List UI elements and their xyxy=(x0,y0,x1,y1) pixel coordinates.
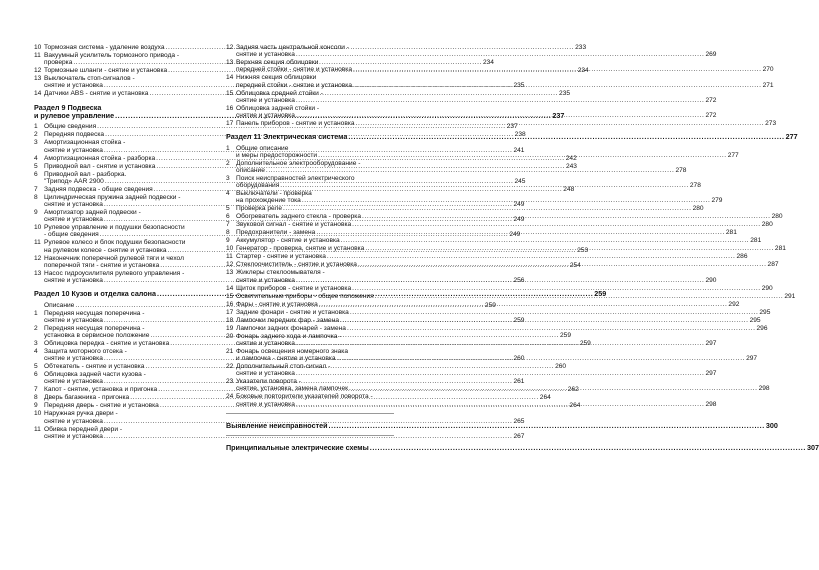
entry-page: 267 xyxy=(513,432,525,440)
dot-leader xyxy=(319,301,728,308)
entry-title: Общие сведения xyxy=(44,123,97,131)
entry-title: Стартер - снятие и установка xyxy=(236,253,326,261)
entry-number: 12 xyxy=(226,44,234,51)
entry-number: 12 xyxy=(226,261,234,269)
entry-number: 10 xyxy=(226,245,234,253)
entry-page: 259 xyxy=(513,316,525,324)
entry-title: Проверка реле xyxy=(236,205,282,213)
entry-page: 272 xyxy=(705,112,717,120)
entry-title: Передняя дверь - снятие и установка xyxy=(44,402,159,410)
divider xyxy=(226,413,394,414)
entry-number: 9 xyxy=(34,402,38,410)
entry-number: 22 xyxy=(226,363,234,371)
dot-leader xyxy=(353,82,762,89)
entry-number: 2 xyxy=(226,159,230,167)
entry-number: 16 xyxy=(226,300,234,308)
dot-leader xyxy=(350,309,759,316)
entry-title: Верхняя секция облицовки xyxy=(236,59,319,67)
dot-leader xyxy=(362,213,771,220)
entry-body xyxy=(236,221,773,229)
entry-title: Капот - снятие, установка и пригонка xyxy=(44,386,158,394)
dot-leader xyxy=(327,253,736,260)
entry-page: 295 xyxy=(759,308,771,316)
entry-number: 15 xyxy=(226,292,234,300)
entry-page: 280 xyxy=(771,213,783,221)
entry-title: Фонарь освещения номерного знака xyxy=(236,347,349,355)
entry-title: передней стойки - снятие и установка xyxy=(236,81,352,89)
entry-page: 278 xyxy=(689,182,701,190)
entry-title: Тормозная система - удаление воздуха xyxy=(44,44,165,51)
entry-title: Приводной вал - разборка. xyxy=(44,170,127,178)
entry-number: 11 xyxy=(34,425,41,433)
entry-title: снятие и установка xyxy=(44,82,103,90)
entry-number: 1 xyxy=(34,123,38,131)
dot-leader xyxy=(296,401,705,408)
entry-page: 254 xyxy=(569,261,581,269)
toc-entry[interactable] xyxy=(226,221,773,229)
entry-number: 8 xyxy=(34,193,38,201)
entry-title: Передняя подвеска xyxy=(44,131,105,139)
entry-page: 259 xyxy=(579,340,591,348)
entry-page: 262 xyxy=(567,386,579,394)
entry-title: Щиток приборов - снятие и установка xyxy=(236,284,352,292)
entry-number: 11 xyxy=(226,253,233,261)
entry-title: проверка xyxy=(44,59,73,67)
dot-leader xyxy=(296,277,705,284)
divider xyxy=(226,435,394,436)
entry-page: 281 xyxy=(774,245,786,253)
entry-number: 7 xyxy=(226,221,230,229)
entry-number: 6 xyxy=(226,213,230,221)
entry-page: 233 xyxy=(575,44,587,51)
entry-title: Облицовка передка - снятие и установка xyxy=(44,340,170,348)
entry-page: 298 xyxy=(758,385,770,393)
entry-page: 234 xyxy=(577,67,589,75)
entry-title: поперечной тяги - снятие и установка xyxy=(44,261,160,269)
entry-number: 10 xyxy=(34,410,42,418)
entry-number: 8 xyxy=(226,229,230,237)
entry-number: 4 xyxy=(226,190,230,198)
entry-page: 297 xyxy=(705,339,717,347)
entry-page: 291 xyxy=(784,292,796,300)
dot-leader xyxy=(340,317,749,324)
entry-page: 297 xyxy=(705,370,717,378)
entry-body xyxy=(236,284,773,292)
entry-number: 14 xyxy=(226,284,234,292)
entry-page: 245 xyxy=(514,177,526,185)
dot-leader xyxy=(283,205,692,212)
toc-entry[interactable] xyxy=(226,237,762,245)
entry-page: 235 xyxy=(559,90,571,98)
entry-title: Облицовка задней части кузова - xyxy=(44,371,146,379)
entry-title: Амортизационная стойка - xyxy=(44,139,126,147)
entry-title: Дверь багажника - пригонка xyxy=(44,394,130,402)
dot-leader xyxy=(375,293,784,300)
entry-page: 249 xyxy=(513,201,525,209)
entry-page: 277 xyxy=(727,151,739,159)
entry-number: 3 xyxy=(34,340,38,348)
entry-title: снятие и установка xyxy=(44,146,103,154)
entry-number: 4 xyxy=(34,154,38,162)
entry-page: 261 xyxy=(513,378,525,386)
entry-number: 10 xyxy=(34,224,42,232)
entry-number: 13 xyxy=(226,269,234,277)
dot-leader xyxy=(316,229,725,239)
entry-title: Указатели поворота - xyxy=(236,378,301,386)
entry-title: Обтекатель - снятие и установка xyxy=(44,363,145,371)
section-page: 277 xyxy=(785,132,798,142)
entry-title: Амортизатор задней подвески - xyxy=(44,209,141,217)
entry-title: и меры предосторожности xyxy=(236,151,318,159)
dot-leader xyxy=(266,167,675,174)
entry-title: Панель приборов - снятие и установка xyxy=(236,120,355,128)
entry-page: 260 xyxy=(555,363,567,371)
entry-title: Рулевое колесо и блок подушки безопасности xyxy=(44,239,186,247)
entry-title: Задняя часть центральной консоли - xyxy=(236,44,349,51)
entry-title: снятие и установка xyxy=(44,216,103,224)
entry-number: 21 xyxy=(226,347,234,355)
entry-page: 234 xyxy=(482,59,494,67)
entry-page: 281 xyxy=(750,237,762,245)
entry-page: 235 xyxy=(513,82,525,90)
toc-entry[interactable] xyxy=(226,284,773,292)
entry-body xyxy=(236,237,762,245)
entry-number: 20 xyxy=(226,332,234,340)
entry-title: Общие описание xyxy=(236,144,289,152)
entry-title: установка в сервисное положение xyxy=(44,332,150,340)
entry-number: 10 xyxy=(34,44,42,51)
entry-page: 264 xyxy=(539,394,551,402)
toc-entry[interactable] xyxy=(226,308,771,316)
entry-page: 292 xyxy=(728,300,740,308)
entry-page: 237 xyxy=(506,123,518,131)
entry-title: Выключатель стоп-сигналов - xyxy=(44,75,135,83)
section-title: Раздел 10 Кузов и отделка салона xyxy=(34,289,157,299)
entry-number: 13 xyxy=(226,59,234,67)
entry-number: 16 xyxy=(226,104,234,112)
entry-page: 295 xyxy=(749,316,761,324)
entry-page: 307 xyxy=(807,443,819,453)
entry-title: Наружная ручка двери - xyxy=(44,410,118,418)
entry-page: 287 xyxy=(767,261,779,269)
entry-title: Передняя несущая поперечина - xyxy=(44,324,145,332)
entry-title: Фонарь заднего хода и лампочка - xyxy=(236,332,342,340)
entry-body xyxy=(236,308,771,316)
section-title: и рулевое управление xyxy=(34,111,115,121)
entry-title: Рулевое управление и подушки безопасности xyxy=(44,224,185,232)
entry-title: Вакуумный усилитель тормозного привода - xyxy=(44,52,180,59)
entry-title: Защита моторного отсека - xyxy=(44,348,127,356)
entry-body xyxy=(236,253,748,261)
entry-page: 281 xyxy=(725,229,737,237)
entry-page: 279 xyxy=(711,197,723,205)
wiring-diagrams-entry[interactable] xyxy=(226,443,819,453)
entry-title: Предохранители - замена xyxy=(236,229,316,237)
entry-number: 18 xyxy=(226,316,234,324)
entry-number: 12 xyxy=(34,254,42,262)
entry-title: Звуковой сигнал - снятие и установка xyxy=(236,221,352,229)
entry-page: 286 xyxy=(736,253,748,261)
entry-number: 14 xyxy=(226,74,234,82)
entry-title: Амортизационная стойка - разборка xyxy=(44,154,156,162)
entry-title: снятие и установка xyxy=(44,316,103,324)
entry-page: 273 xyxy=(765,120,777,128)
entry-page: 242 xyxy=(565,154,577,162)
entry-title: снятие и установка xyxy=(236,339,295,347)
entry-title: Лампочки задних фонарей - замена xyxy=(236,324,346,332)
dot-leader xyxy=(302,197,711,204)
entry-number: 11 xyxy=(34,239,41,247)
entry-page: 300 xyxy=(765,420,778,430)
entry-number: 13 xyxy=(34,269,42,277)
entry-title: Осветительные приборы - общее положения xyxy=(236,292,374,300)
entry-number: 3 xyxy=(34,139,38,147)
entry-number: 2 xyxy=(34,131,38,139)
entry-page: 249 xyxy=(513,216,525,224)
dot-leader xyxy=(349,385,758,392)
entry-title: Принципиальные электрические схемы xyxy=(226,443,369,453)
entry-number: 3 xyxy=(226,175,230,183)
entry-page: 270 xyxy=(762,66,774,74)
entry-page: 249 xyxy=(509,231,521,239)
entry-title: Аккумулятор - снятие и установка xyxy=(236,237,340,245)
dot-leader xyxy=(341,237,750,244)
entry-number: 5 xyxy=(34,363,38,371)
entry-title: снятие и установка xyxy=(44,355,103,363)
dot-leader xyxy=(347,325,756,332)
entry-title: Тормозные шланги - снятие и установка xyxy=(44,67,168,75)
entry-title: снятие и установка xyxy=(44,378,103,386)
entry-title: Лампочки передних фар - замена xyxy=(236,316,340,324)
entry-page: 290 xyxy=(761,284,773,292)
entry-number: 5 xyxy=(34,162,38,170)
entry-page: 290 xyxy=(705,276,717,284)
dot-leader xyxy=(296,340,705,347)
entry-number: 4 xyxy=(34,348,38,356)
toc-entry[interactable] xyxy=(34,340,591,348)
section-page: 259 xyxy=(594,289,607,299)
entry-page: 256 xyxy=(513,277,525,285)
entry-page: 259 xyxy=(560,332,572,340)
entry-title: Насос гидроусилителя рулевого управления - xyxy=(44,269,185,277)
entry-page: 278 xyxy=(675,167,687,175)
entry-number: 6 xyxy=(34,170,38,178)
entry-title: Выявление неисправностей xyxy=(226,420,328,430)
entry-title: Облицовка задней стойки - xyxy=(236,104,320,112)
entry-page: 259 xyxy=(484,301,496,309)
entry-page: 243 xyxy=(565,162,577,170)
section-title: Раздел 11 Электрическая система xyxy=(226,132,348,142)
entry-title: на прохождение тока xyxy=(236,197,301,205)
toc-entry[interactable] xyxy=(34,402,581,410)
entry-title: снятие и установка xyxy=(44,277,103,285)
entry-number: 13 xyxy=(34,75,42,83)
entry-number: 17 xyxy=(226,308,234,316)
entry-title: - общие сведения xyxy=(44,231,99,239)
entry-title: Описание xyxy=(44,301,75,309)
entry-title: снятие и установка xyxy=(44,432,103,440)
entry-title: Наконечник поперечной рулевой тяги и чехол xyxy=(44,254,184,262)
dot-leader xyxy=(365,245,774,252)
entry-page: 260 xyxy=(513,355,525,363)
entry-number: 11 xyxy=(34,52,41,59)
dot-leader xyxy=(356,120,765,127)
dot-leader xyxy=(280,182,689,189)
toc-entry[interactable] xyxy=(226,253,748,261)
entry-title: Дополнительное электрооборудование - xyxy=(236,159,361,167)
entry-title: снятие и установка xyxy=(236,112,295,120)
entry-title: оборудования xyxy=(236,182,280,190)
entry-title: снятие и установка xyxy=(236,370,295,378)
toc-entry[interactable] xyxy=(226,324,768,332)
entry-title: Передняя несущая поперечина - xyxy=(44,309,145,317)
entry-title: снятие и установка xyxy=(236,276,295,284)
entry-page: 238 xyxy=(514,131,526,139)
entry-title: Облицовка средней стойки - xyxy=(236,89,323,97)
dot-leader xyxy=(318,152,727,159)
entry-title: Генератор - проверка, снятие и установка xyxy=(236,245,365,253)
entry-page: 265 xyxy=(513,417,525,425)
entry-title: Фары - снятие и установка xyxy=(236,300,318,308)
entry-number: 15 xyxy=(226,89,234,97)
dot-leader xyxy=(353,66,762,73)
dot-leader xyxy=(296,370,705,377)
entry-title: описание xyxy=(236,167,265,175)
entry-number: 9 xyxy=(226,237,230,245)
entry-number: 23 xyxy=(226,378,234,386)
dot-leader xyxy=(358,261,767,268)
entry-page: 241 xyxy=(513,146,525,154)
entry-number: 5 xyxy=(226,205,230,213)
entry-title: передней стойки - снятие и установка xyxy=(236,66,352,74)
dot-leader xyxy=(296,97,705,104)
entry-title: Приводной вал - снятие и установка xyxy=(44,162,156,170)
dot-leader xyxy=(296,51,705,58)
entry-page: 280 xyxy=(761,221,773,229)
entry-title: снятие и установка xyxy=(44,417,103,425)
entry-title: Цилиндрическая пружина задней подвески - xyxy=(44,193,181,201)
entry-number: 6 xyxy=(34,371,38,379)
section-page: 237 xyxy=(552,111,565,121)
entry-title: снятие и установка xyxy=(236,51,295,59)
entry-number: 14 xyxy=(34,90,42,98)
entry-title: снятие, установка, замена лампочек xyxy=(236,385,349,393)
entry-body xyxy=(236,324,768,332)
entry-number: 8 xyxy=(34,394,38,402)
entry-title: Обогреватель заднего стекла - проверка xyxy=(236,213,361,221)
entry-number: 17 xyxy=(226,120,234,128)
entry-title: Стеклоочиститель - снятие и установка xyxy=(236,261,357,269)
entry-page: 280 xyxy=(692,205,704,213)
dot-leader xyxy=(337,355,746,362)
entry-title: Боковые повторители указателей поворота - xyxy=(236,393,373,401)
entry-page: 253 xyxy=(577,246,589,254)
entry-number: 7 xyxy=(34,185,38,193)
entry-title: Задняя подвеска - общие сведения xyxy=(44,185,153,193)
entry-number: 19 xyxy=(226,324,234,332)
entry-page: 298 xyxy=(705,400,717,408)
entry-title: на рулевом колесе - снятие и установка xyxy=(44,246,167,254)
section-title: Раздел 9 Подвеска xyxy=(34,102,102,112)
dot-leader xyxy=(296,112,705,119)
entry-title: снятие и установка xyxy=(236,400,295,408)
entry-title: Жиклеры стеклоомывателя - xyxy=(236,269,325,277)
entry-page: 297 xyxy=(746,355,758,363)
entry-page: 296 xyxy=(756,324,768,332)
entry-title: Поиск неисправностей электрического xyxy=(236,175,355,183)
entry-number: 12 xyxy=(34,67,42,75)
entry-body xyxy=(44,402,581,410)
entry-number: 7 xyxy=(34,386,38,394)
entry-number: 1 xyxy=(226,144,230,152)
entry-title: Дополнительный стоп-сигнал - xyxy=(236,363,331,371)
entry-page: 272 xyxy=(705,96,717,104)
entry-title: Обивка передней двери - xyxy=(44,425,123,433)
entry-page: 248 xyxy=(563,185,575,193)
entry-body xyxy=(44,340,591,348)
entry-number: 9 xyxy=(34,209,38,217)
entry-page: 269 xyxy=(705,51,717,59)
entry-title: Датчики ABS - снятие и установка xyxy=(44,90,149,98)
entry-number: 1 xyxy=(34,309,38,317)
entry-title: Задние фонари - снятие и установка xyxy=(236,308,349,316)
dot-leader xyxy=(352,285,761,292)
entry-page: 264 xyxy=(569,402,581,410)
dot-leader xyxy=(352,221,761,228)
entry-number: 24 xyxy=(226,393,234,401)
entry-page: 271 xyxy=(762,81,774,89)
entry-number: 2 xyxy=(34,324,38,332)
entry-title: снятие и установка xyxy=(44,201,103,209)
entry-title: "Трипод» AAR 2900 xyxy=(44,177,104,185)
entry-title: Нижняя секция облицовки xyxy=(236,74,317,82)
entry-title: Выключатели - проверка xyxy=(236,190,312,198)
entry-title: и лампочка - снятие и установка xyxy=(236,355,336,363)
entry-title: снятие и установка xyxy=(236,96,295,104)
